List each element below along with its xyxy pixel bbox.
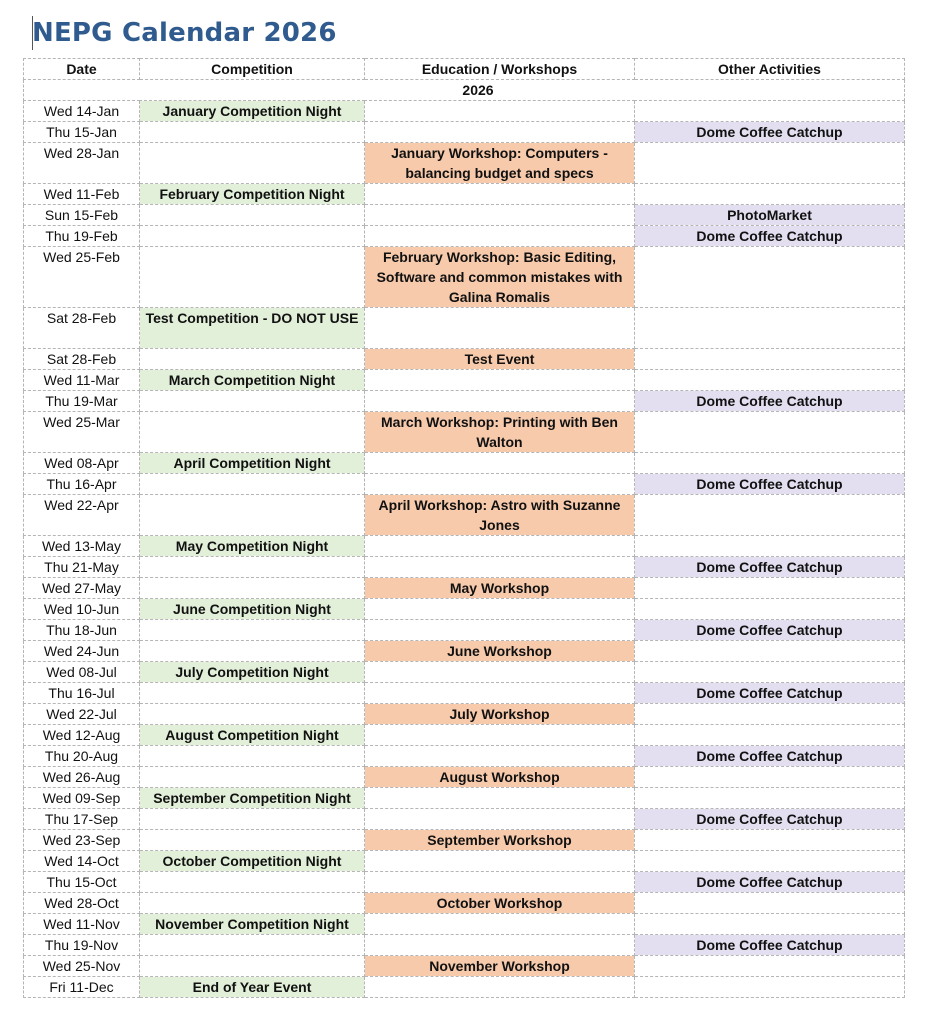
date-cell[interactable]: Sat 28-Feb: [24, 349, 140, 370]
workshop-cell[interactable]: [365, 205, 635, 226]
other-activity-cell[interactable]: [635, 641, 905, 662]
competition-cell[interactable]: [140, 412, 365, 453]
other-activity-cell[interactable]: [635, 767, 905, 788]
other-activity-cell[interactable]: [635, 349, 905, 370]
other-activity-cell[interactable]: [635, 599, 905, 620]
date-cell[interactable]: Wed 14-Oct: [24, 851, 140, 872]
competition-cell[interactable]: [140, 809, 365, 830]
table-row: [24, 935, 905, 956]
table-row: [24, 641, 905, 662]
header-competition[interactable]: Competition: [140, 59, 365, 80]
other-activity-cell[interactable]: [635, 101, 905, 122]
calendar-body: [24, 80, 905, 998]
workshop-cell[interactable]: [365, 935, 635, 956]
date-cell[interactable]: Wed 08-Apr: [24, 453, 140, 474]
other-activity-cell[interactable]: [635, 184, 905, 205]
other-activity-cell[interactable]: Dome Coffee Catchup: [635, 391, 905, 412]
workshop-cell[interactable]: May Workshop: [365, 578, 635, 599]
competition-cell[interactable]: February Competition Night: [140, 184, 365, 205]
table-row: [24, 683, 905, 704]
competition-cell[interactable]: June Competition Night: [140, 599, 365, 620]
other-activity-cell[interactable]: [635, 370, 905, 391]
workshop-cell[interactable]: October Workshop: [365, 893, 635, 914]
competition-cell[interactable]: [140, 935, 365, 956]
date-cell[interactable]: Wed 25-Mar: [24, 412, 140, 453]
date-cell[interactable]: Wed 14-Jan: [24, 101, 140, 122]
date-cell[interactable]: Thu 16-Jul: [24, 683, 140, 704]
workshop-cell[interactable]: [365, 557, 635, 578]
workshop-cell[interactable]: [365, 370, 635, 391]
table-row: [24, 308, 905, 349]
workshop-cell[interactable]: [365, 101, 635, 122]
workshop-cell[interactable]: Test Event: [365, 349, 635, 370]
table-row: [24, 893, 905, 914]
workshop-cell[interactable]: [365, 474, 635, 495]
table-row: [24, 205, 905, 226]
other-activity-cell[interactable]: [635, 247, 905, 308]
workshop-cell[interactable]: [365, 809, 635, 830]
workshop-cell[interactable]: [365, 620, 635, 641]
other-activity-cell[interactable]: [635, 495, 905, 536]
workshop-cell[interactable]: [365, 683, 635, 704]
other-activity-cell[interactable]: [635, 308, 905, 349]
other-activity-cell[interactable]: [635, 830, 905, 851]
other-activity-cell[interactable]: [635, 453, 905, 474]
competition-cell[interactable]: [140, 746, 365, 767]
other-activity-cell[interactable]: Dome Coffee Catchup: [635, 122, 905, 143]
table-row: [24, 788, 905, 809]
date-cell[interactable]: Wed 22-Apr: [24, 495, 140, 536]
competition-cell[interactable]: July Competition Night: [140, 662, 365, 683]
workshop-cell[interactable]: [365, 851, 635, 872]
table-row: [24, 599, 905, 620]
competition-cell[interactable]: [140, 205, 365, 226]
competition-cell[interactable]: [140, 641, 365, 662]
workshop-cell[interactable]: September Workshop: [365, 830, 635, 851]
workshop-cell[interactable]: August Workshop: [365, 767, 635, 788]
other-activity-cell[interactable]: [635, 412, 905, 453]
header-education[interactable]: Education / Workshops: [365, 59, 635, 80]
other-activity-cell[interactable]: [635, 851, 905, 872]
competition-cell[interactable]: September Competition Night: [140, 788, 365, 809]
workshop-cell[interactable]: July Workshop: [365, 704, 635, 725]
competition-cell[interactable]: [140, 956, 365, 977]
table-row: [24, 767, 905, 788]
table-row: [24, 704, 905, 725]
date-cell[interactable]: Wed 08-Jul: [24, 662, 140, 683]
competition-cell[interactable]: March Competition Night: [140, 370, 365, 391]
workshop-cell[interactable]: [365, 308, 635, 349]
competition-cell[interactable]: [140, 391, 365, 412]
table-row: [24, 914, 905, 935]
competition-cell[interactable]: [140, 893, 365, 914]
table-row: [24, 226, 905, 247]
table-row: [24, 370, 905, 391]
date-cell[interactable]: Wed 12-Aug: [24, 725, 140, 746]
competition-cell[interactable]: January Competition Night: [140, 101, 365, 122]
competition-cell[interactable]: [140, 683, 365, 704]
table-row: [24, 851, 905, 872]
date-cell[interactable]: Wed 28-Oct: [24, 893, 140, 914]
table-row: [24, 143, 905, 184]
competition-cell[interactable]: [140, 349, 365, 370]
other-activity-cell[interactable]: [635, 662, 905, 683]
workshop-cell[interactable]: [365, 391, 635, 412]
date-cell[interactable]: Thu 16-Apr: [24, 474, 140, 495]
table-row: [24, 122, 905, 143]
date-cell[interactable]: Wed 11-Mar: [24, 370, 140, 391]
other-activity-cell[interactable]: Dome Coffee Catchup: [635, 474, 905, 495]
calendar-table: [23, 58, 905, 998]
other-activity-cell[interactable]: Dome Coffee Catchup: [635, 935, 905, 956]
table-row: [24, 101, 905, 122]
workshop-cell[interactable]: [365, 977, 635, 998]
competition-cell[interactable]: [140, 557, 365, 578]
other-activity-cell[interactable]: [635, 536, 905, 557]
date-cell[interactable]: Sat 28-Feb: [24, 308, 140, 349]
table-row: [24, 662, 905, 683]
competition-cell[interactable]: [140, 247, 365, 308]
workshop-cell[interactable]: June Workshop: [365, 641, 635, 662]
table-row: [24, 620, 905, 641]
date-cell[interactable]: Thu 21-May: [24, 557, 140, 578]
competition-cell[interactable]: [140, 474, 365, 495]
table-row: [24, 956, 905, 977]
date-cell[interactable]: Thu 15-Jan: [24, 122, 140, 143]
date-cell[interactable]: Wed 11-Nov: [24, 914, 140, 935]
competition-cell[interactable]: [140, 767, 365, 788]
table-row: [24, 247, 905, 308]
workshop-cell[interactable]: March Workshop: Printing with Ben Walton: [365, 412, 635, 453]
table-row: [24, 412, 905, 453]
table-row: [24, 725, 905, 746]
table-row: [24, 349, 905, 370]
year-row: [24, 80, 905, 101]
workshop-cell[interactable]: [365, 725, 635, 746]
workshop-cell[interactable]: [365, 122, 635, 143]
page-title[interactable]: NEPG Calendar 2026: [32, 18, 337, 48]
other-activity-cell[interactable]: [635, 788, 905, 809]
other-activity-cell[interactable]: Dome Coffee Catchup: [635, 620, 905, 641]
date-cell[interactable]: Wed 10-Jun: [24, 599, 140, 620]
table-row: [24, 809, 905, 830]
date-cell[interactable]: Wed 25-Feb: [24, 247, 140, 308]
workshop-cell[interactable]: [365, 599, 635, 620]
competition-cell[interactable]: [140, 704, 365, 725]
other-activity-cell[interactable]: [635, 956, 905, 977]
table-row: [24, 977, 905, 998]
workshop-cell[interactable]: [365, 184, 635, 205]
competition-cell[interactable]: [140, 872, 365, 893]
other-activity-cell[interactable]: [635, 914, 905, 935]
table-row: [24, 872, 905, 893]
workshop-cell[interactable]: [365, 872, 635, 893]
workshop-cell[interactable]: [365, 746, 635, 767]
competition-cell[interactable]: [140, 495, 365, 536]
date-cell[interactable]: Thu 18-Jun: [24, 620, 140, 641]
date-cell[interactable]: Wed 22-Jul: [24, 704, 140, 725]
table-row: [24, 746, 905, 767]
table-row: [24, 474, 905, 495]
header-other-activities[interactable]: Other Activities: [635, 59, 905, 80]
date-cell[interactable]: Wed 13-May: [24, 536, 140, 557]
workshop-cell[interactable]: [365, 226, 635, 247]
workshop-cell[interactable]: [365, 453, 635, 474]
year-label: 2026: [462, 82, 494, 98]
competition-cell[interactable]: [140, 143, 365, 184]
table-row: [24, 495, 905, 536]
date-cell[interactable]: Thu 15-Oct: [24, 872, 140, 893]
competition-cell[interactable]: [140, 122, 365, 143]
competition-cell[interactable]: [140, 226, 365, 247]
table-row: [24, 578, 905, 599]
table-row: [24, 557, 905, 578]
other-activity-cell[interactable]: [635, 578, 905, 599]
other-activity-cell[interactable]: [635, 977, 905, 998]
other-activity-cell[interactable]: Dome Coffee Catchup: [635, 557, 905, 578]
date-cell[interactable]: Wed 27-May: [24, 578, 140, 599]
date-cell[interactable]: Thu 19-Mar: [24, 391, 140, 412]
competition-cell[interactable]: October Competition Night: [140, 851, 365, 872]
other-activity-cell[interactable]: Dome Coffee Catchup: [635, 746, 905, 767]
date-cell[interactable]: Wed 25-Nov: [24, 956, 140, 977]
competition-cell[interactable]: [140, 578, 365, 599]
workshop-cell[interactable]: [365, 788, 635, 809]
date-cell[interactable]: Thu 20-Aug: [24, 746, 140, 767]
date-cell[interactable]: Wed 09-Sep: [24, 788, 140, 809]
competition-cell[interactable]: November Competition Night: [140, 914, 365, 935]
table-row: [24, 536, 905, 557]
workshop-cell[interactable]: January Workshop: Computers - balancing budget and specs: [365, 143, 635, 184]
workshop-cell[interactable]: April Workshop: Astro with Suzanne Jones: [365, 495, 635, 536]
date-cell[interactable]: Wed 26-Aug: [24, 767, 140, 788]
table-row: [24, 830, 905, 851]
workshop-cell[interactable]: November Workshop: [365, 956, 635, 977]
competition-cell[interactable]: [140, 830, 365, 851]
competition-cell[interactable]: [140, 620, 365, 641]
other-activity-cell[interactable]: Dome Coffee Catchup: [635, 872, 905, 893]
date-cell[interactable]: Thu 17-Sep: [24, 809, 140, 830]
other-activity-cell[interactable]: [635, 725, 905, 746]
competition-cell[interactable]: Test Competition - DO NOT USE: [140, 308, 365, 349]
workshop-cell[interactable]: [365, 536, 635, 557]
date-cell[interactable]: Thu 19-Feb: [24, 226, 140, 247]
other-activity-cell[interactable]: [635, 143, 905, 184]
workshop-cell[interactable]: February Workshop: Basic Editing, Software and common mistakes with Galina Romalis: [365, 247, 635, 308]
header-row: [24, 59, 905, 80]
table-row: [24, 184, 905, 205]
competition-cell[interactable]: May Competition Night: [140, 536, 365, 557]
competition-cell[interactable]: August Competition Night: [140, 725, 365, 746]
workshop-cell[interactable]: [365, 662, 635, 683]
other-activity-cell[interactable]: Dome Coffee Catchup: [635, 683, 905, 704]
date-cell[interactable]: Wed 23-Sep: [24, 830, 140, 851]
workshop-cell[interactable]: [365, 914, 635, 935]
other-activity-cell[interactable]: Dome Coffee Catchup: [635, 809, 905, 830]
date-cell[interactable]: Wed 11-Feb: [24, 184, 140, 205]
table-row: [24, 453, 905, 474]
other-activity-cell[interactable]: PhotoMarket: [635, 205, 905, 226]
competition-cell[interactable]: April Competition Night: [140, 453, 365, 474]
other-activity-cell[interactable]: [635, 893, 905, 914]
table-row: [24, 391, 905, 412]
date-cell[interactable]: Fri 11-Dec: [24, 977, 140, 998]
date-cell[interactable]: Thu 19-Nov: [24, 935, 140, 956]
header-date[interactable]: Date: [24, 59, 140, 80]
date-cell[interactable]: Wed 24-Jun: [24, 641, 140, 662]
other-activity-cell[interactable]: Dome Coffee Catchup: [635, 226, 905, 247]
date-cell[interactable]: Sun 15-Feb: [24, 205, 140, 226]
date-cell[interactable]: Wed 28-Jan: [24, 143, 140, 184]
other-activity-cell[interactable]: [635, 704, 905, 725]
competition-cell[interactable]: End of Year Event: [140, 977, 365, 998]
year-label-cell[interactable]: [24, 80, 905, 101]
